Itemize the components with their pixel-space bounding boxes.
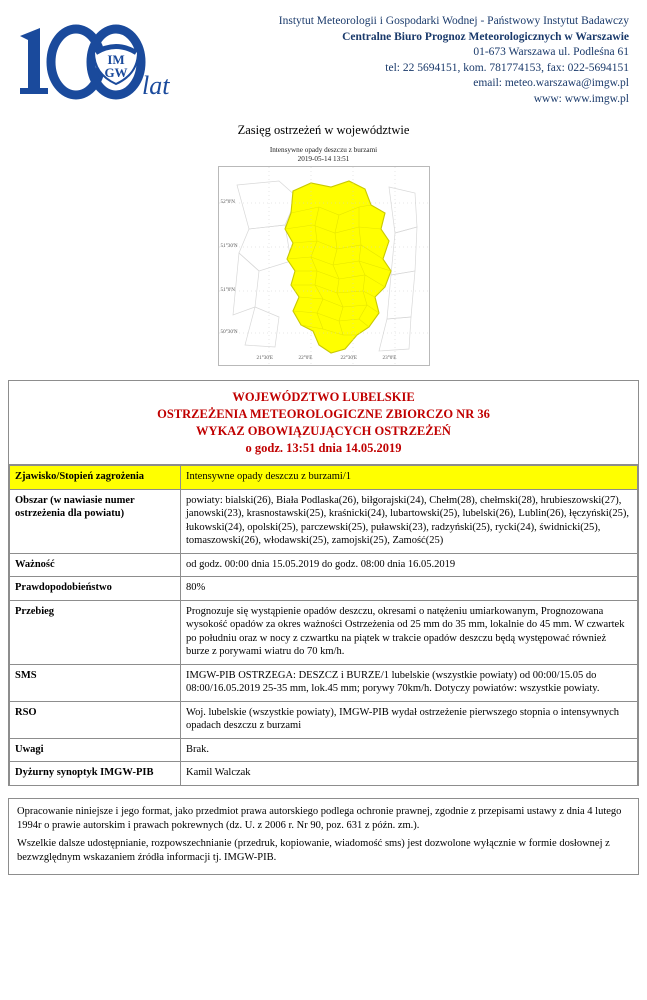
copyright-footer (8, 798, 639, 875)
table-row (10, 762, 638, 786)
map-xtick-1: 22°0'E (298, 355, 313, 361)
map-ytick-3: 50°30'N (220, 329, 238, 335)
row-label-notes: Uwagi (10, 738, 181, 762)
row-label-phenomenon: Zjawisko/Stopień zagrożenia (10, 466, 181, 490)
warning-title-list: WYKAZ OBOWIĄZUJĄCYCH OSTRZEŻEŃ (196, 424, 451, 438)
copyright-text-2: Wszelkie dalsze udostępnianie, rozpowszechnianie (przedruk, kopiowanie, wiadomość sms) jest dozwolone wyłącznie w formie dosłownej z bezwzględnym wskazaniem źródła informacji tj. IMGW-PIB. (17, 837, 610, 863)
warning-title-number: OSTRZEŻENIA METEOROLOGICZNE ZBIORCZO NR 36 (157, 407, 490, 421)
warning-area-map (218, 166, 430, 366)
row-value-validity: od godz. 00:00 dnia 15.05.2019 do godz. 08:00 dnia 16.05.2019 (181, 553, 638, 577)
row-value-phenomenon: Intensywne opady deszczu z burzami/1 (181, 466, 638, 490)
office-name: Centralne Biuro Prognoz Meteorologicznych w Warszawie (342, 30, 629, 43)
row-value-rso: Woj. lubelskie (wszystkie powiaty), IMGW-PIB wydał ostrzeżenie pierwszego stopnia o intensywnych opadach deszczu z burzami (181, 701, 638, 738)
institute-contact-block (214, 14, 639, 107)
svg-text:GW: GW (104, 65, 128, 80)
table-row (10, 466, 638, 490)
map-ytick-0: 52°0'N (220, 199, 236, 205)
warning-title-time: o godz. 13:51 dnia 14.05.2019 (245, 441, 402, 455)
table-row (10, 600, 638, 664)
warning-details-table (9, 465, 638, 786)
table-row (10, 489, 638, 553)
office-phone: tel: 22 5694151, kom. 781774153, fax: 022-5694151 (385, 61, 629, 74)
svg-text:IM: IM (107, 52, 125, 67)
row-label-sms: SMS (10, 664, 181, 701)
map-caption-phenomenon: Intensywne opady deszczu z burzami (269, 146, 378, 154)
row-value-sms: IMGW-PIB OSTRZEGA: DESZCZ i BURZE/1 lubelskie (wszystkie powiaty) od 00:00/15.05 do 08:00/16.05.2019 25-35 mm, lok.45 mm; porywy 70km/h. Dotyczy powiatów: wszystkie powiaty. (181, 664, 638, 701)
table-row (10, 738, 638, 762)
office-address: 01-673 Warszawa ul. Podleśna 61 (473, 46, 629, 58)
row-value-probability: 80% (181, 577, 638, 601)
warning-title-block (9, 381, 638, 465)
map-caption-timestamp: 2019-05-14 13:51 (297, 155, 350, 163)
row-value-forecaster: Kamil Walczak (181, 762, 638, 786)
row-label-area: Obszar (w nawiasie numer ostrzeżenia dla powiatu) (10, 489, 181, 553)
institute-name: Instytut Meteorologii i Gospodarki Wodnej - Państwowy Instytut Badawczy (278, 15, 629, 27)
row-label-probability: Prawdopodobieństwo (10, 577, 181, 601)
map-section-title: Zasięg ostrzeżeń w województwie (237, 123, 410, 137)
map-xtick-2: 22°30'E (340, 355, 358, 361)
row-label-course: Przebieg (10, 600, 181, 664)
imgw-logo (8, 14, 214, 102)
table-row (10, 553, 638, 577)
office-email: email: meteo.warszawa@imgw.pl (473, 77, 629, 89)
warning-block (8, 380, 639, 786)
map-ytick-1: 51°30'N (220, 243, 238, 249)
svg-text:lat: lat (142, 71, 170, 100)
office-website: www: www.imgw.pl (533, 92, 629, 105)
table-row (10, 701, 638, 738)
map-section (8, 123, 639, 366)
warning-title-voivodeship: WOJEWÓDZTWO LUBELSKIE (232, 390, 415, 404)
row-value-course: Prognozuje się wystąpienie opadów deszczu, okresami o natężeniu umiarkowanym, Prognozowana wysokość opadów za okres ważności Ostrzeżenia od 25 mm do 35 mm, lokalnie do 45 mm. W czwartek po południu oraz w nocy z czwartku na piątek w trakcie opadów deszczu będą występować również burze z porywami wiatru do 70 km/h. (181, 600, 638, 664)
map-xtick-0: 21°30'E (256, 355, 274, 361)
map-xtick-3: 23°0'E (382, 355, 397, 361)
row-label-rso: RSO (10, 701, 181, 738)
copyright-text-1: Opracowanie niniejsze i jego format, jako przedmiot prawa autorskiego podlega ochronie prawnej, zgodnie z przepisami ustawy z dnia 4 lutego 1994r o prawie autorskim i prawach pokrewnych (dz. U. z 2006 r. Nr 90, poz. 631 z późn. zm.). (17, 805, 622, 831)
table-row (10, 577, 638, 601)
table-row (10, 664, 638, 701)
row-value-notes: Brak. (181, 738, 638, 762)
row-label-validity: Ważność (10, 553, 181, 577)
map-ytick-2: 51°0'N (220, 287, 236, 293)
row-label-forecaster: Dyżurny synoptyk IMGW-PIB (10, 762, 181, 786)
row-value-area: powiaty: bialski(26), Biała Podlaska(26), biłgorajski(24), Chełm(28), chełmski(28), hrubieszowski(27), janowski(23), krasnostawski(25), kraśnicki(24), lubartowski(25), lubelski(26), Lublin(26), łęczyński(25), łukowski(24), opolski(25), parczewski(25), puławski(23), radzyński(25), rycki(24), świdnicki(25), tomaszowski(26), włodawski(25), zamojski(25), Zamość(25) (181, 489, 638, 553)
document-header (8, 0, 639, 107)
